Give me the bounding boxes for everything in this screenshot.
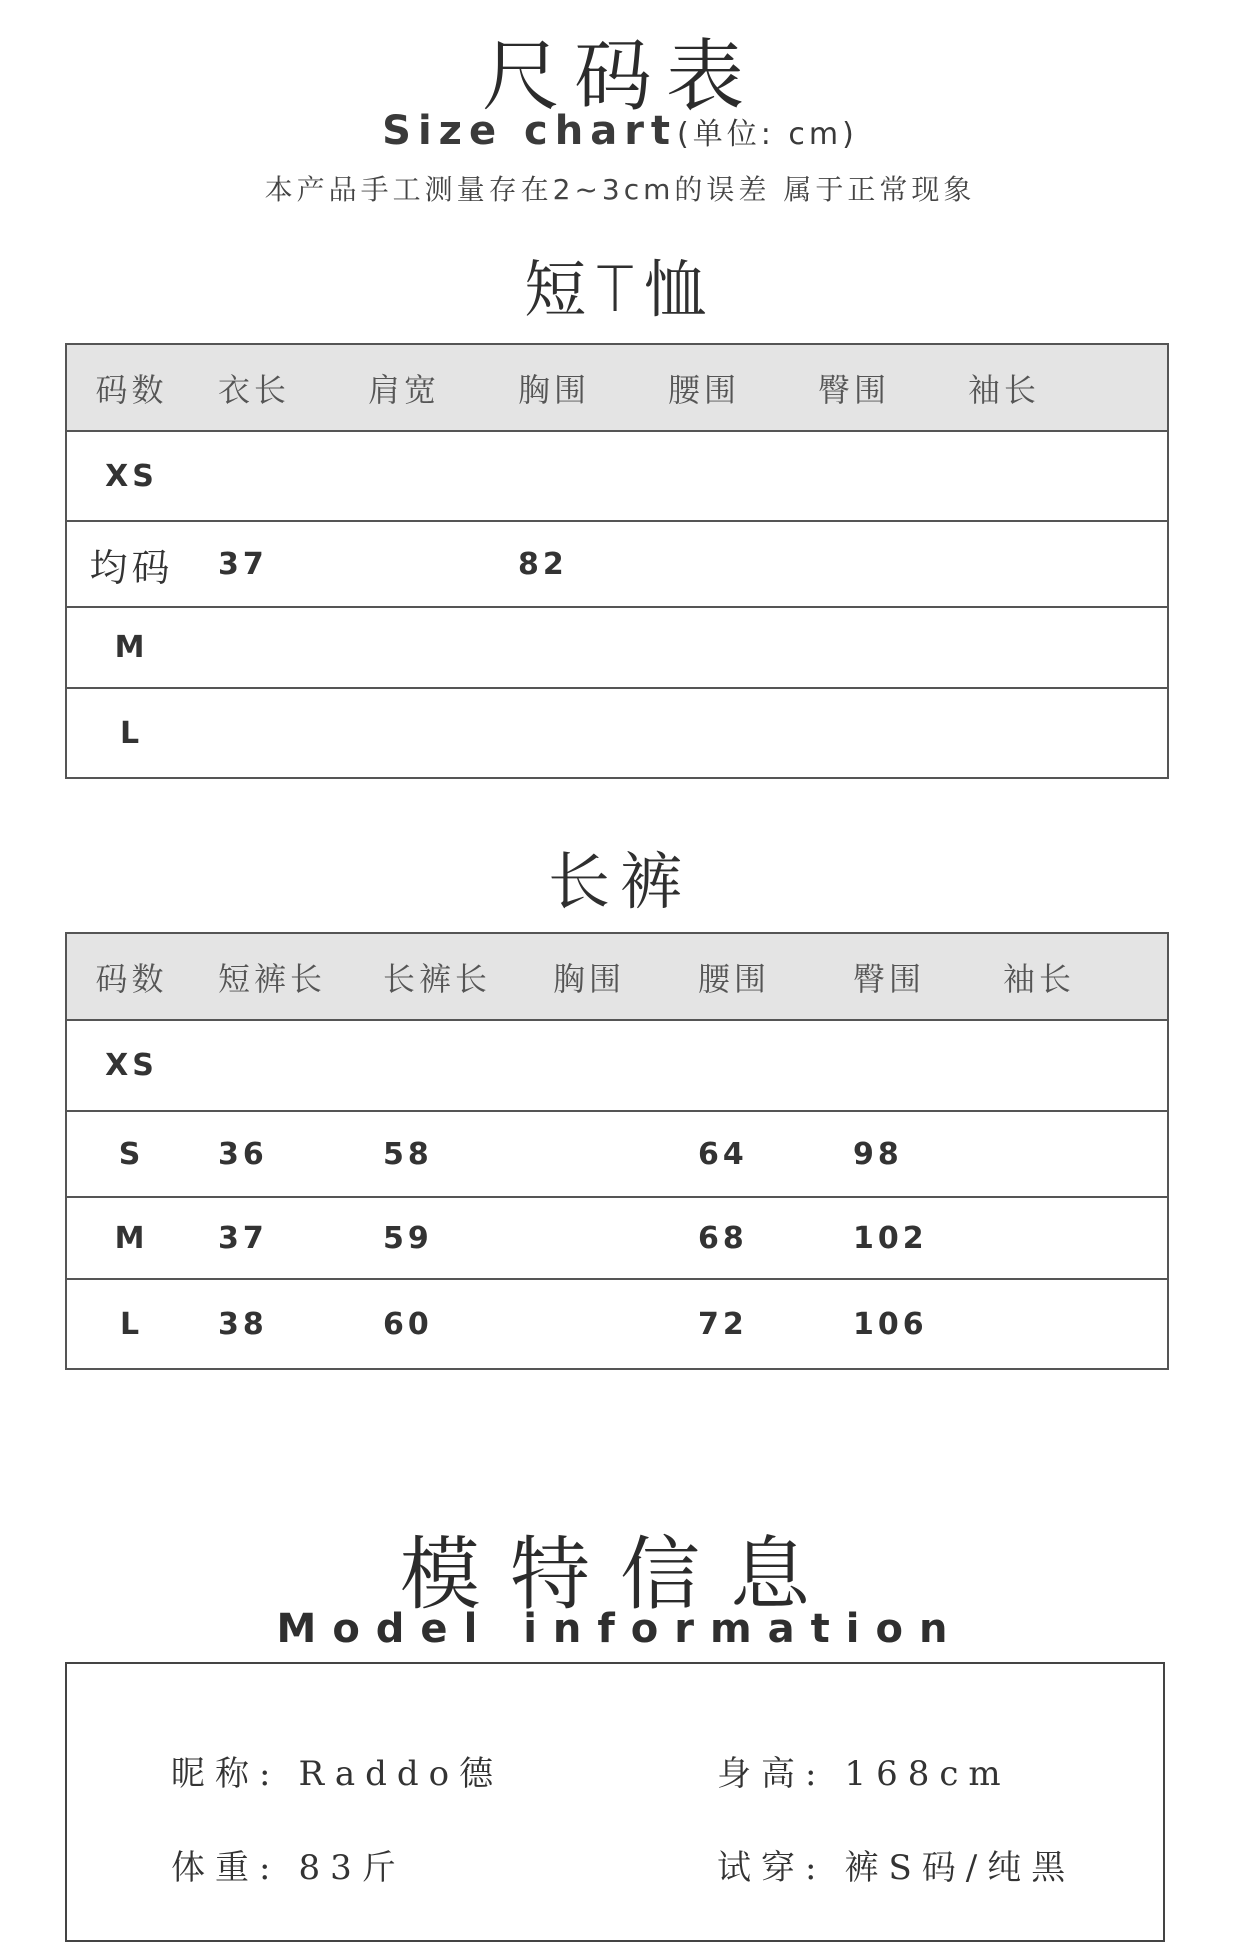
table-cell: 102 — [831, 1197, 981, 1279]
pants-section-title: 长裤 — [547, 845, 692, 918]
table-cell — [346, 521, 496, 607]
table-cell — [946, 431, 1168, 521]
table-cell — [346, 607, 496, 688]
column-header: 胸围 — [531, 933, 676, 1020]
table-cell — [646, 521, 796, 607]
table-cell: 38 — [196, 1279, 361, 1369]
table-cell — [531, 1279, 676, 1369]
field-label: 昵称: — [171, 1754, 281, 1794]
column-header: 腰围 — [676, 933, 831, 1020]
table-header-row — [66, 344, 1168, 431]
field-label: 体重: — [171, 1848, 281, 1888]
table-cell — [196, 1020, 361, 1111]
table-row — [66, 521, 1168, 607]
size-cell: 均码 — [66, 521, 196, 607]
table-row — [66, 1279, 1168, 1369]
table-cell — [346, 431, 496, 521]
table-cell — [946, 688, 1168, 778]
table-cell — [981, 1111, 1168, 1197]
table-cell: 68 — [676, 1197, 831, 1279]
model-field-weight — [171, 1840, 406, 1889]
model-section-subtitle: Model information — [276, 1606, 964, 1652]
table-cell — [496, 607, 646, 688]
table-cell — [531, 1020, 676, 1111]
column-header: 短裤长 — [196, 933, 361, 1020]
size-cell: XS — [66, 1020, 196, 1111]
table-cell: 58 — [361, 1111, 531, 1197]
table-cell — [796, 688, 946, 778]
column-header: 臀围 — [796, 344, 946, 431]
table-cell — [981, 1279, 1168, 1369]
table-cell — [796, 607, 946, 688]
table-cell — [196, 431, 346, 521]
table-cell: 59 — [361, 1197, 531, 1279]
measurement-note: 本产品手工测量存在2~3cm的误差 属于正常现象 — [264, 173, 976, 206]
table-cell: 36 — [196, 1111, 361, 1197]
column-header: 肩宽 — [346, 344, 496, 431]
table-cell: 72 — [676, 1279, 831, 1369]
field-label: 身高: — [717, 1754, 827, 1794]
page-title: 尺码表 — [481, 32, 758, 122]
table-cell: 98 — [831, 1111, 981, 1197]
column-header: 袖长 — [946, 344, 1168, 431]
table-row — [66, 607, 1168, 688]
pants-size-table — [65, 932, 1169, 1370]
column-header: 衣长 — [196, 344, 346, 431]
size-cell: XS — [66, 431, 196, 521]
table-cell — [496, 688, 646, 778]
table-cell — [196, 607, 346, 688]
page-subtitle — [0, 108, 1240, 154]
table-cell — [676, 1020, 831, 1111]
table-cell — [361, 1020, 531, 1111]
table-cell: 37 — [196, 521, 346, 607]
tshirt-section-title: 短T恤 — [524, 253, 716, 326]
column-header: 臀围 — [831, 933, 981, 1020]
column-header: 胸围 — [496, 344, 646, 431]
table-cell: 106 — [831, 1279, 981, 1369]
unit-label: (单位: cm) — [677, 117, 858, 152]
table-cell — [946, 521, 1168, 607]
column-header: 长裤长 — [361, 933, 531, 1020]
field-value: Raddo德 — [298, 1754, 504, 1794]
table-cell — [196, 688, 346, 778]
model-section-title: 模特信息 — [400, 1528, 840, 1621]
model-field-tryon — [717, 1840, 1075, 1889]
table-row — [66, 1111, 1168, 1197]
model-field-nickname — [171, 1746, 503, 1795]
table-cell — [796, 431, 946, 521]
field-value: 裤S码/纯黑 — [844, 1848, 1076, 1888]
table-cell: 60 — [361, 1279, 531, 1369]
table-cell — [646, 607, 796, 688]
table-cell: 37 — [196, 1197, 361, 1279]
table-cell — [646, 688, 796, 778]
table-cell — [831, 1020, 981, 1111]
table-cell — [531, 1197, 676, 1279]
model-field-height — [717, 1746, 1011, 1795]
field-value: 83斤 — [298, 1848, 406, 1888]
size-cell: M — [66, 1197, 196, 1279]
table-row — [66, 431, 1168, 521]
column-header: 袖长 — [981, 933, 1168, 1020]
column-header: 腰围 — [646, 344, 796, 431]
size-cell: S — [66, 1111, 196, 1197]
table-row — [66, 688, 1168, 778]
size-cell: L — [66, 688, 196, 778]
field-label: 试穿: — [717, 1848, 827, 1888]
table-cell: 82 — [496, 521, 646, 607]
table-cell — [796, 521, 946, 607]
size-cell: M — [66, 607, 196, 688]
size-cell: L — [66, 1279, 196, 1369]
tshirt-size-table — [65, 343, 1169, 779]
table-cell — [946, 607, 1168, 688]
table-cell — [646, 431, 796, 521]
table-row — [66, 1197, 1168, 1279]
table-cell — [346, 688, 496, 778]
column-header: 码数 — [66, 933, 196, 1020]
table-cell — [981, 1020, 1168, 1111]
table-cell: 64 — [676, 1111, 831, 1197]
column-header: 码数 — [66, 344, 196, 431]
table-cell — [981, 1197, 1168, 1279]
table-row — [66, 1020, 1168, 1111]
table-header-row — [66, 933, 1168, 1020]
table-cell — [531, 1111, 676, 1197]
subtitle-text: Size chart — [382, 108, 678, 154]
table-cell — [496, 431, 646, 521]
field-value: 168cm — [844, 1754, 1011, 1794]
model-info-box — [65, 1662, 1165, 1942]
